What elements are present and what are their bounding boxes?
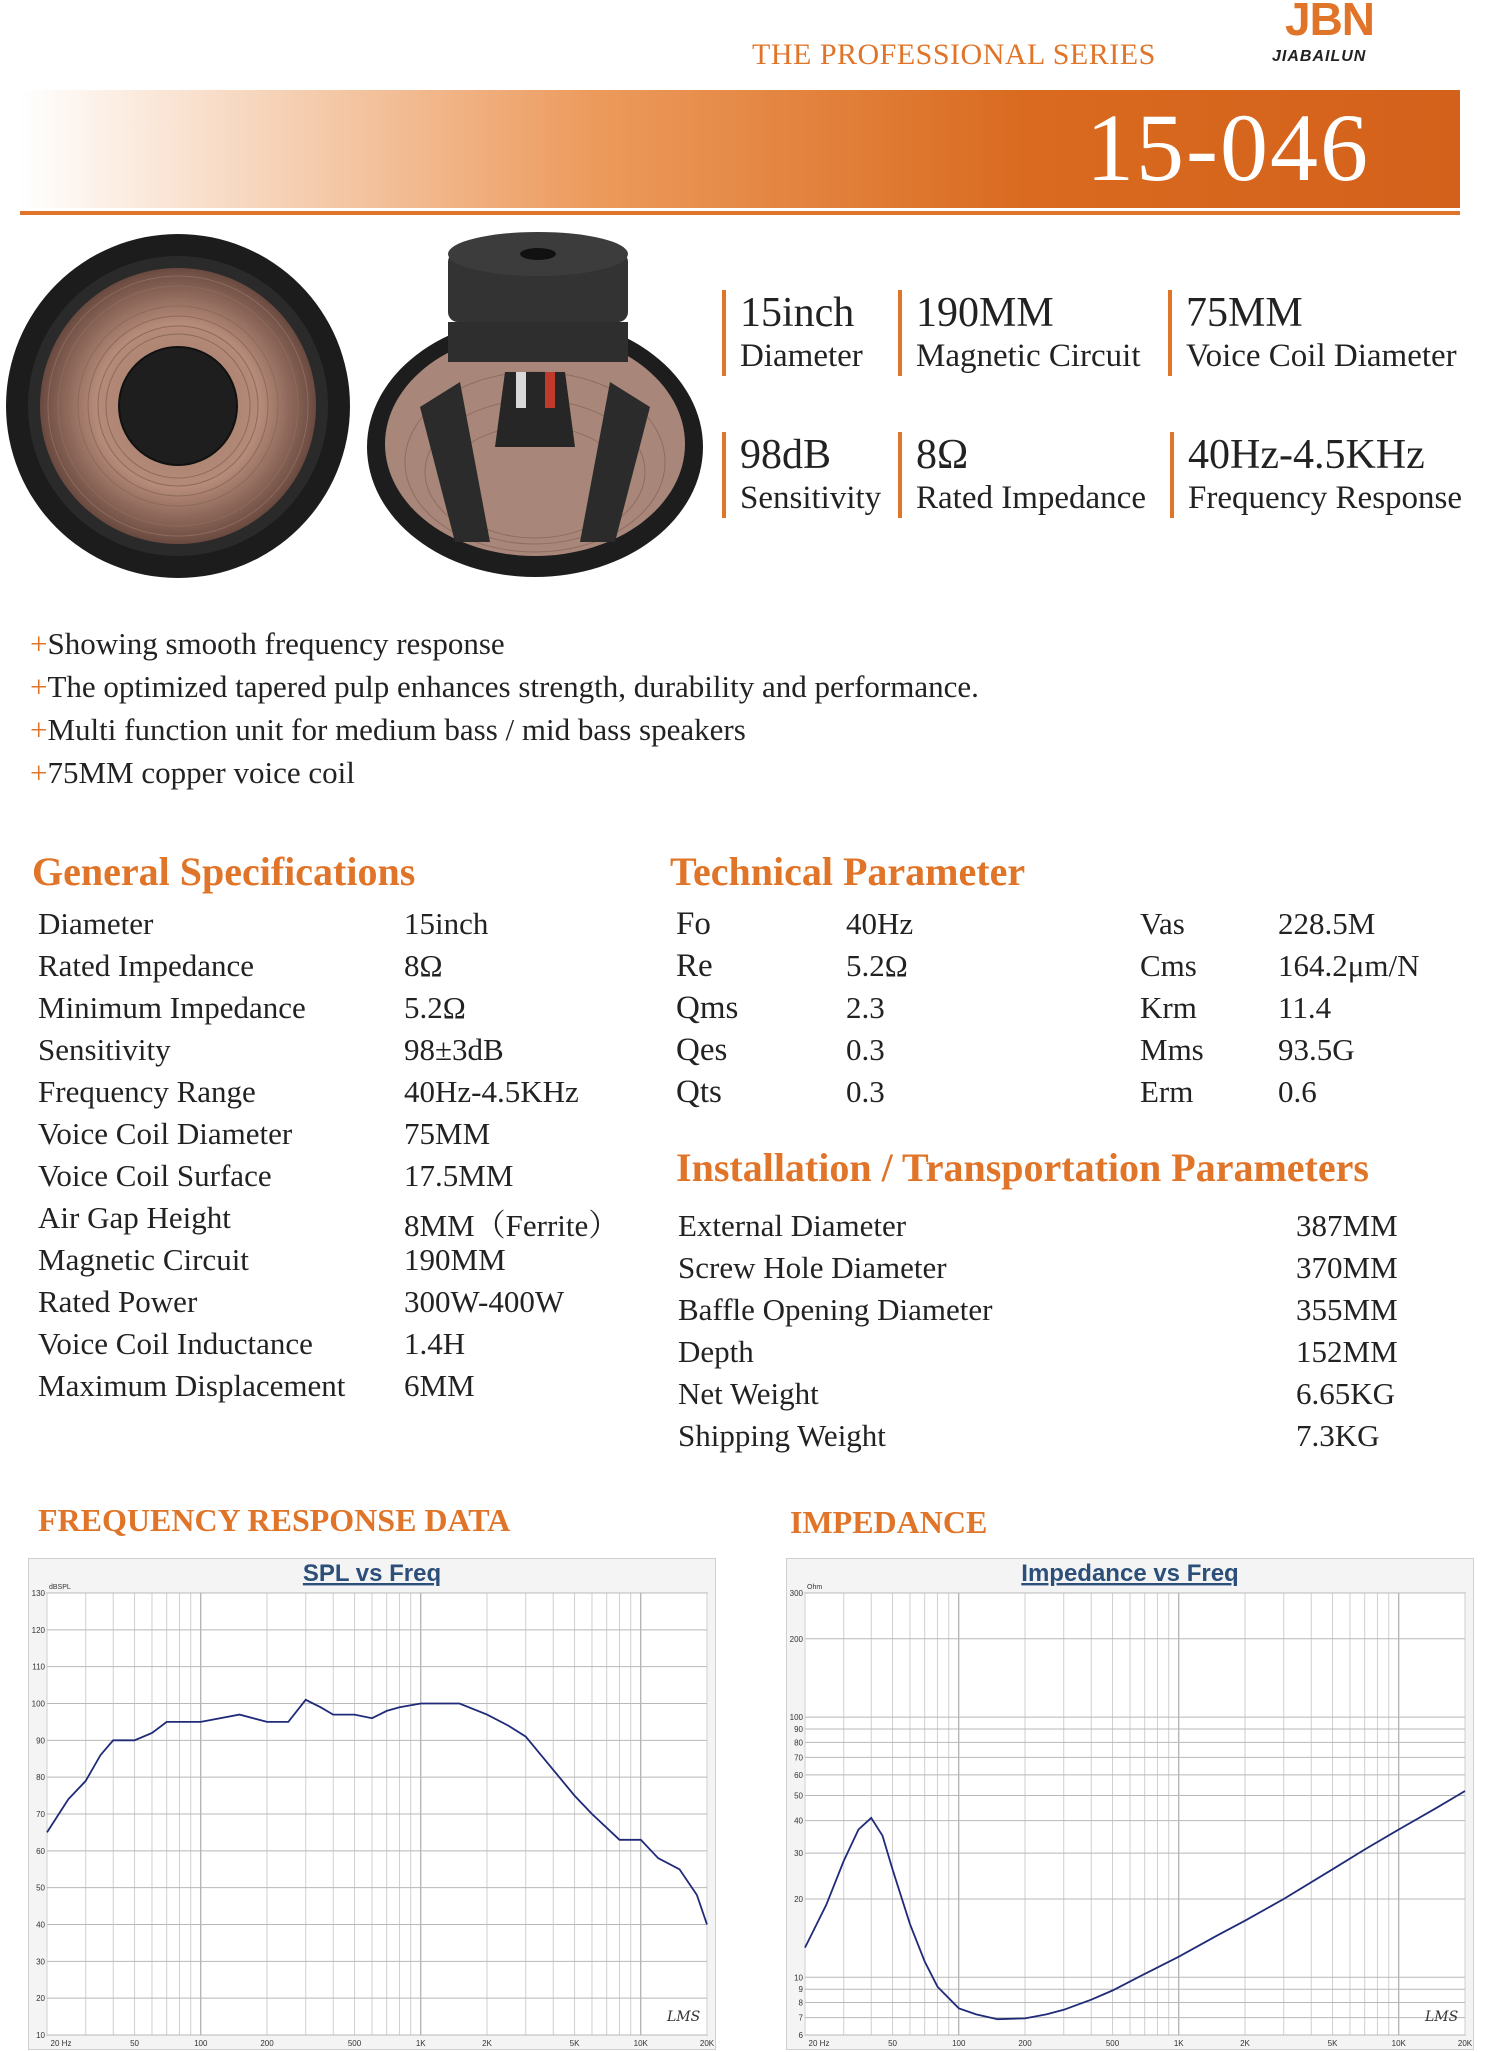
- install-value: 7.3KG: [1296, 1418, 1380, 1453]
- key-spec-value: 40Hz-4.5KHz: [1188, 432, 1425, 478]
- install-value: 152MM: [1296, 1334, 1398, 1369]
- brand-logo: [1270, 0, 1430, 66]
- spec-label: Sensitivity: [38, 1032, 171, 1067]
- y-tick-label: 30: [36, 1957, 45, 1967]
- key-spec-label: Magnetic Circuit: [916, 338, 1141, 374]
- y-tick-label: 30: [794, 1849, 803, 1859]
- param-value: 11.4: [1278, 990, 1332, 1025]
- spec-label: Maximum Displacement: [38, 1368, 346, 1403]
- x-tick-label: 5K: [1327, 2039, 1338, 2048]
- technical-title: Technical Parameter: [670, 849, 1026, 894]
- y-tick-label: 80: [36, 1773, 45, 1783]
- y-tick-label: 60: [794, 1770, 803, 1780]
- y-tick-label: 80: [794, 1738, 803, 1748]
- x-tick-label: 50: [888, 2039, 897, 2048]
- spec-value: 15inch: [404, 906, 489, 941]
- y-tick-label: 70: [794, 1753, 803, 1763]
- logo-mark: JBN: [1285, 0, 1375, 45]
- param-value: 5.2Ω: [846, 948, 908, 983]
- y-tick-label: 300: [789, 1589, 803, 1598]
- spec-label: Magnetic Circuit: [38, 1242, 249, 1277]
- y-tick-label: 70: [36, 1810, 45, 1819]
- install-value: 6.65KG: [1296, 1376, 1396, 1411]
- x-tick-label: 50: [130, 2039, 139, 2048]
- feature-item: [30, 751, 979, 794]
- key-spec-value: 75MM: [1186, 290, 1303, 336]
- feature-item: [30, 708, 979, 751]
- y-tick-label: 60: [36, 1846, 45, 1856]
- y-tick-label: 130: [31, 1589, 45, 1598]
- plus-icon: +: [30, 669, 48, 704]
- key-spec-voice-coil: [1168, 290, 1457, 376]
- plot-area: [805, 1593, 1465, 2035]
- install-label: Net Weight: [678, 1376, 819, 1411]
- install-value: 387MM: [1296, 1208, 1398, 1243]
- y-tick-label: 200: [789, 1634, 803, 1644]
- spec-value: 98±3dB: [404, 1032, 504, 1067]
- x-tick-label: 20 Hz: [50, 2039, 72, 2048]
- install-value: 370MM: [1296, 1250, 1398, 1285]
- install-value: 355MM: [1296, 1292, 1398, 1327]
- param-key: Qes: [676, 1032, 728, 1068]
- y-tick-label: 9: [798, 1985, 803, 1995]
- spec-value: 300W-400W: [404, 1284, 565, 1319]
- param-key: Erm: [1140, 1074, 1194, 1109]
- feature-list: [30, 622, 979, 794]
- param-value: 0.3: [846, 1074, 885, 1109]
- key-spec-label: Sensitivity: [740, 480, 882, 516]
- y-axis-label: Ohm: [807, 1584, 823, 1591]
- chart-title: SPL vs Freq: [302, 1560, 442, 1587]
- y-tick-label: 120: [31, 1625, 45, 1635]
- y-axis-label: dBSPL: [49, 1584, 71, 1591]
- x-tick-label: 1K: [1173, 2039, 1184, 2048]
- y-tick-label: 7: [798, 2013, 803, 2023]
- y-tick-label: 110: [32, 1662, 45, 1672]
- x-tick-label: 100: [194, 2039, 208, 2048]
- y-tick-label: 40: [36, 1920, 45, 1930]
- lms-watermark: LMS: [667, 2009, 701, 2025]
- plus-icon: +: [30, 755, 48, 790]
- impedance-title: IMPEDANCE: [790, 1504, 988, 1540]
- frequency-response-title: FREQUENCY RESPONSE DATA: [38, 1502, 511, 1538]
- x-tick-label: 20K: [699, 2039, 715, 2048]
- spec-value: 6MM: [404, 1368, 475, 1403]
- speaker-front-image: [4, 232, 352, 580]
- key-spec-frequency-response: [1170, 432, 1462, 518]
- x-tick-label: 20K: [1457, 2039, 1473, 2048]
- spec-value: 17.5MM: [404, 1158, 514, 1193]
- y-tick-label: 6: [798, 2031, 803, 2040]
- param-key: Qts: [676, 1074, 722, 1110]
- x-tick-label: 200: [260, 2039, 274, 2048]
- y-tick-label: 10: [36, 2031, 45, 2040]
- banner-underline: [20, 211, 1460, 215]
- installation-title: Installation / Transportation Parameters: [676, 1145, 1369, 1190]
- chart-title: Impedance vs Freq: [1021, 1560, 1239, 1587]
- spec-label: Air Gap Height: [38, 1200, 231, 1235]
- logo-subtitle: JIABAILUN: [1272, 48, 1367, 65]
- param-key: Qms: [676, 990, 739, 1026]
- install-label: Depth: [678, 1334, 754, 1369]
- y-tick-label: 20: [794, 1894, 803, 1904]
- param-value: 164.2μm/N: [1278, 948, 1420, 983]
- x-tick-label: 200: [1018, 2039, 1032, 2048]
- spec-value: 40Hz-4.5KHz: [404, 1074, 579, 1109]
- y-tick-label: 10: [794, 1973, 803, 1983]
- x-tick-label: 2K: [1240, 2039, 1250, 2048]
- key-spec-label: Diameter: [740, 338, 863, 374]
- param-key: Krm: [1140, 990, 1197, 1025]
- x-tick-label: 10K: [633, 2039, 648, 2048]
- param-key: Vas: [1140, 906, 1185, 941]
- x-tick-label: 500: [1105, 2039, 1120, 2048]
- feature-item: [30, 665, 979, 708]
- param-key: Mms: [1140, 1032, 1204, 1067]
- feature-item: [30, 622, 979, 665]
- param-value: 228.5M: [1278, 906, 1376, 941]
- impedance-chart: [786, 1558, 1474, 2050]
- feature-text: The optimized tapered pulp enhances strength, durability and performance.: [47, 669, 979, 704]
- spec-label: Voice Coil Inductance: [38, 1326, 313, 1361]
- plus-icon: +: [30, 712, 48, 747]
- y-tick-label: 20: [36, 1994, 45, 2004]
- param-value: 2.3: [846, 990, 885, 1025]
- y-tick-label: 90: [36, 1736, 45, 1746]
- install-label: Screw Hole Diameter: [678, 1250, 947, 1285]
- install-label: Baffle Opening Diameter: [678, 1292, 993, 1327]
- spec-label: Frequency Range: [38, 1074, 256, 1109]
- spec-value: 8Ω: [404, 948, 443, 983]
- param-value: 40Hz: [846, 906, 914, 941]
- spec-label: Rated Power: [38, 1284, 198, 1319]
- spec-label: Voice Coil Diameter: [38, 1116, 293, 1151]
- install-label: External Diameter: [678, 1208, 907, 1243]
- general-specs-title: General Specifications: [32, 849, 416, 894]
- x-tick-label: 100: [952, 2039, 966, 2048]
- install-label: Shipping Weight: [678, 1418, 886, 1453]
- x-tick-label: 5K: [569, 2039, 580, 2048]
- param-value: 0.3: [846, 1032, 885, 1067]
- spec-value: 5.2Ω: [404, 990, 466, 1025]
- spec-label: Rated Impedance: [38, 948, 255, 983]
- feature-text: 75MM copper voice coil: [47, 755, 355, 790]
- spec-value: 1.4H: [404, 1326, 466, 1361]
- spec-value: 75MM: [404, 1116, 491, 1151]
- speaker-back-image: [360, 232, 706, 582]
- key-spec-sensitivity: [722, 432, 881, 518]
- spec-label: Voice Coil Surface: [38, 1158, 272, 1193]
- x-tick-label: 10K: [1391, 2039, 1406, 2048]
- param-key: Re: [676, 948, 713, 984]
- x-tick-label: 20 Hz: [808, 2039, 830, 2048]
- x-tick-label: 2K: [482, 2039, 492, 2048]
- param-key: Fo: [676, 906, 711, 942]
- y-tick-label: 40: [794, 1816, 803, 1826]
- y-tick-label: 8: [798, 1998, 803, 2008]
- param-value: 0.6: [1278, 1074, 1317, 1109]
- param-key: Cms: [1140, 948, 1197, 983]
- key-spec-impedance: [898, 432, 1146, 518]
- key-spec-value: 98dB: [740, 432, 832, 478]
- spec-value: 190MM: [404, 1242, 506, 1277]
- spec-label: Diameter: [38, 906, 154, 941]
- key-spec-value: 190MM: [916, 290, 1054, 336]
- x-tick-label: 500: [347, 2039, 362, 2048]
- spec-label: Minimum Impedance: [38, 990, 306, 1025]
- y-tick-label: 90: [794, 1725, 803, 1735]
- spl-chart: [28, 1558, 716, 2050]
- y-tick-label: 100: [789, 1713, 803, 1723]
- feature-text: Showing smooth frequency response: [47, 626, 505, 661]
- model-number: 15-046: [1086, 94, 1370, 201]
- spec-value: 8MM（Ferrite）: [404, 1208, 620, 1243]
- x-tick-label: 1K: [415, 2039, 426, 2048]
- key-spec-label: Rated Impedance: [916, 480, 1146, 516]
- y-tick-label: 100: [31, 1699, 45, 1709]
- series-title: THE PROFESSIONAL SERIES: [752, 38, 1156, 71]
- key-spec-label: Voice Coil Diameter: [1186, 338, 1457, 374]
- key-spec-magnetic-circuit: [898, 290, 1141, 376]
- feature-text: Multi function unit for medium bass / mid bass speakers: [47, 712, 746, 747]
- param-value: 93.5G: [1278, 1032, 1355, 1067]
- plus-icon: +: [30, 626, 48, 661]
- key-spec-value: 8Ω: [916, 432, 969, 478]
- key-spec-value: 15inch: [740, 290, 855, 336]
- key-spec-diameter: [722, 290, 863, 376]
- lms-watermark: LMS: [1425, 2009, 1459, 2025]
- y-tick-label: 50: [36, 1883, 45, 1893]
- y-tick-label: 50: [794, 1791, 803, 1801]
- key-spec-label: Frequency Response: [1188, 480, 1463, 516]
